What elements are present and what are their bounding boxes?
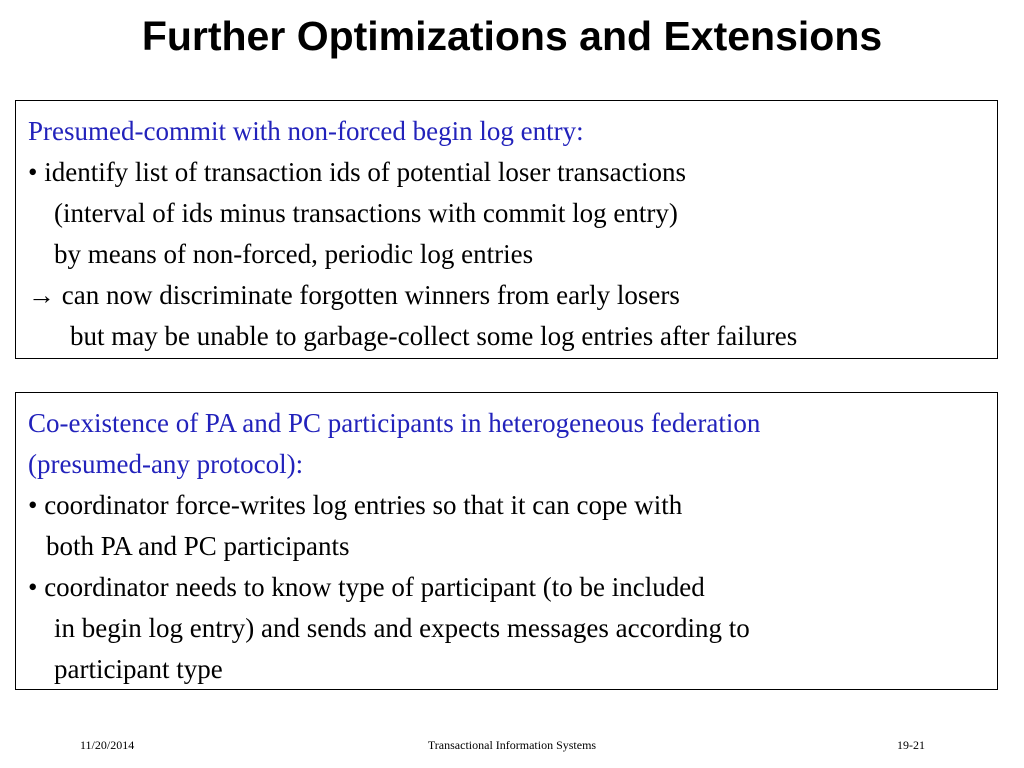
continuation-line: but may be unable to garbage-collect some log entries after failures (70, 321, 798, 351)
coexistence-box (15, 392, 998, 690)
continuation-line: by means of non-forced, periodic log entries (54, 239, 534, 269)
bullet-line: • coordinator needs to know type of participant (to be included (28, 572, 705, 602)
bullet-line: • identify list of transaction ids of potential loser transactions (28, 157, 687, 187)
box-heading: Co-existence of PA and PC participants in heterogeneous federation (28, 408, 761, 438)
presumed-commit-box (15, 100, 998, 359)
footer-page-number: 19-21 (897, 738, 925, 752)
continuation-line: in begin log entry) and sends and expects messages according to (54, 613, 750, 643)
box-heading: (presumed-any protocol): (28, 449, 304, 479)
footer-date: 11/20/2014 (80, 738, 135, 752)
box-heading: Presumed-commit with non-forced begin log entry: (28, 116, 584, 146)
arrow-line: → can now discriminate forgotten winners from early losers (28, 280, 680, 310)
bullet-line: • coordinator force-writes log entries so that it can cope with (28, 490, 683, 520)
slide-title: Further Optimizations and Extensions (141, 13, 883, 59)
continuation-line: participant type (54, 654, 223, 684)
continuation-line: both PA and PC participants (46, 531, 350, 561)
continuation-line: (interval of ids minus transactions with commit log entry) (54, 198, 678, 228)
footer-course-title: Transactional Information Systems (427, 738, 597, 752)
